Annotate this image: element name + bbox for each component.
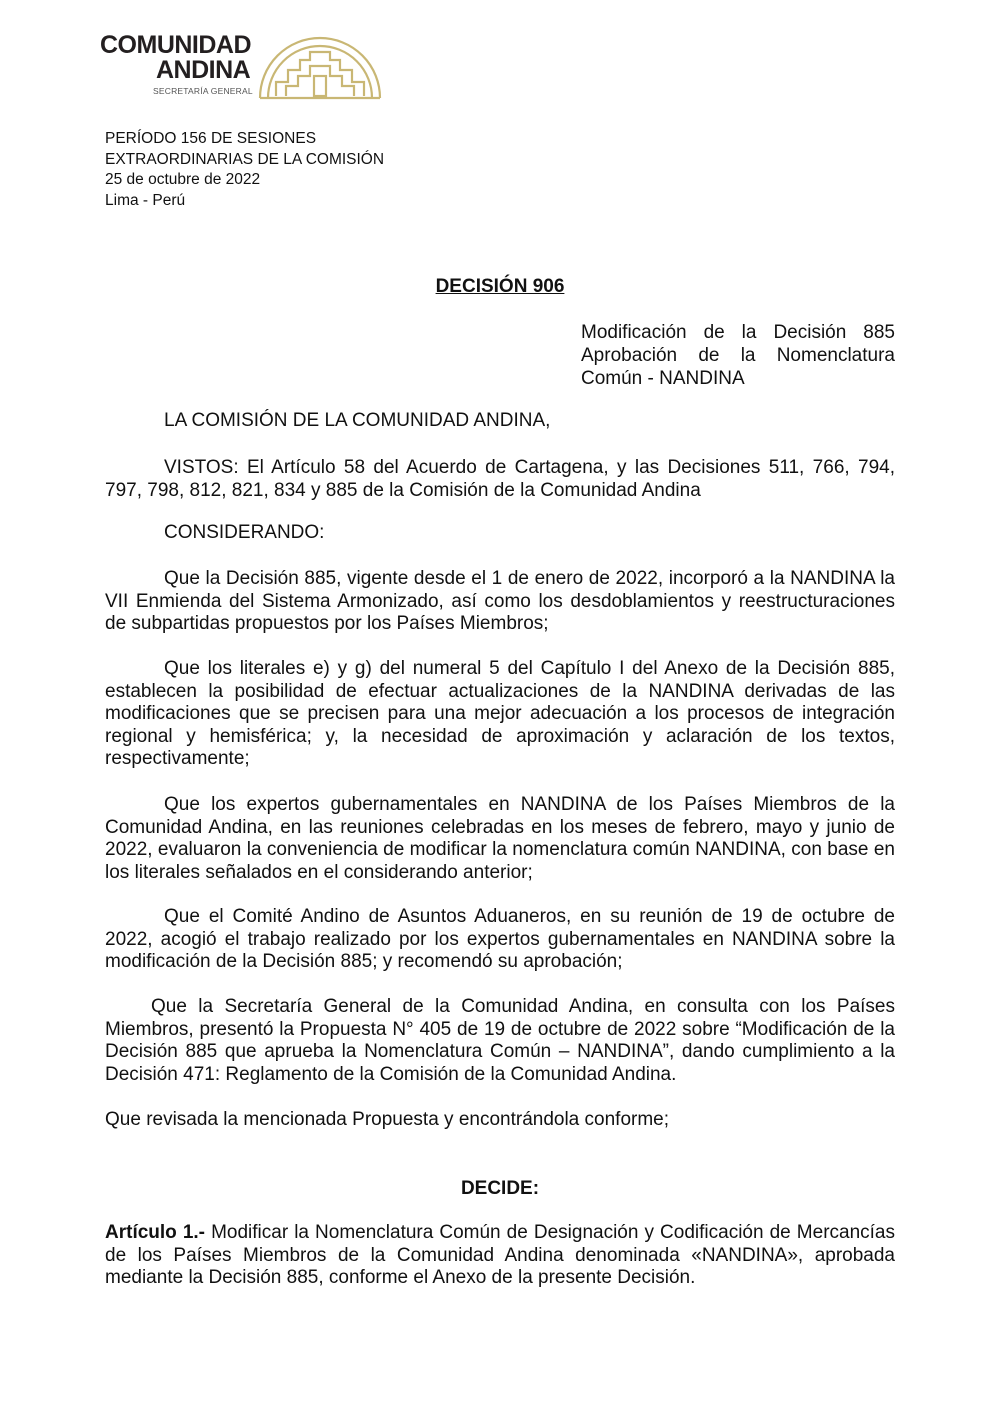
considerando-paragraph-4: Que el Comité Andino de Asuntos Aduaneros, en su reunión de 19 de octubre de 2022, acogió el trabajo realizado por los expertos gubernamentales en NANDINA sobre la modificación de la Decisión 885; y recomendó su aprobación;: [105, 906, 895, 973]
article-1-label: Artículo 1.-: [105, 1222, 206, 1243]
decision-subject: Modificación de la Decisión 885 Aprobación de la Nomenclatura Común - NANDINA: [581, 322, 895, 389]
logo-line-2: ANDINA: [156, 56, 251, 84]
commission-heading: LA COMISIÓN DE LA COMUNIDAD ANDINA,: [164, 410, 551, 431]
session-location: Lima - Perú: [105, 191, 186, 209]
decision-title: DECISIÓN 906: [435, 276, 565, 297]
session-date: 25 de octubre de 2022: [105, 171, 261, 188]
considerando-heading: CONSIDERANDO:: [164, 522, 325, 543]
considerando-paragraph-5: Que la Secretaría General de la Comunidad Andina, en consulta con los Países Miembros, presentó la Propuesta N° 405 de 19 de octubre de 2022 sobre “Modificación de la Decisión 885 que aprueba la Nomenclatura Común – NANDINA”, dando cumplimiento a la Decisión 471: Reglamento de la Comisión de la Comunidad Andina.: [105, 996, 895, 1085]
considerando-paragraph-6: Que revisada la mencionada Propuesta y encontrándola conforme;: [105, 1109, 670, 1130]
logo: [98, 30, 398, 102]
andean-arch-icon: [258, 32, 382, 100]
decide-heading: DECIDE:: [460, 1178, 540, 1199]
article-1-text: Modificar la Nomenclatura Común de Designación y Codificación de Mercancías de los Países Miembros de la Comunidad Andina denominada «NANDINA», aprobada mediante la Decisión 885, conforme el Anexo de la presente Decisión.: [105, 1222, 895, 1289]
session-type: EXTRAORDINARIAS DE LA COMISIÓN: [105, 150, 385, 168]
logo-line-1: COMUNIDAD: [100, 31, 252, 59]
vistos-paragraph: VISTOS: El Artículo 58 del Acuerdo de Cartagena, y las Decisiones 511, 766, 794, 797, 798, 812, 821, 834 y 885 de la Comisión de la Comunidad Andina: [105, 457, 895, 501]
article-1: [105, 1222, 895, 1290]
considerando-paragraph-3: Que los expertos gubernamentales en NANDINA de los Países Miembros de la Comunidad Andina, en las reuniones celebradas en los meses de febrero, mayo y junio de 2022, evaluaron la conveniencia de modificar la nomenclatura común NANDINA, con base en los literales señalados en el considerando anterior;: [105, 794, 895, 883]
session-header: [105, 129, 384, 211]
considerando-paragraph-2: Que los literales e) y g) del numeral 5 del Capítulo I del Anexo de la Decisión 885, establecen la posibilidad de efectuar actualizaciones de la NANDINA derivadas de las modificaciones que se precisen para una mejor adecuación a los procesos de integración regional y hemisférica; y, la necesidad de aproximación y aclaración de los textos, respectivamente;: [105, 658, 895, 770]
session-period: PERÍODO 156 DE SESIONES: [105, 130, 317, 147]
logo-subtitle: SECRETARÍA GENERAL: [153, 86, 253, 96]
considerando-paragraph-1: Que la Decisión 885, vigente desde el 1 de enero de 2022, incorporó a la NANDINA la VII Enmienda del Sistema Armonizado, así como los desdoblamientos y reestructuraciones de subpartidas propuestos por los Países Miembros;: [105, 568, 895, 635]
